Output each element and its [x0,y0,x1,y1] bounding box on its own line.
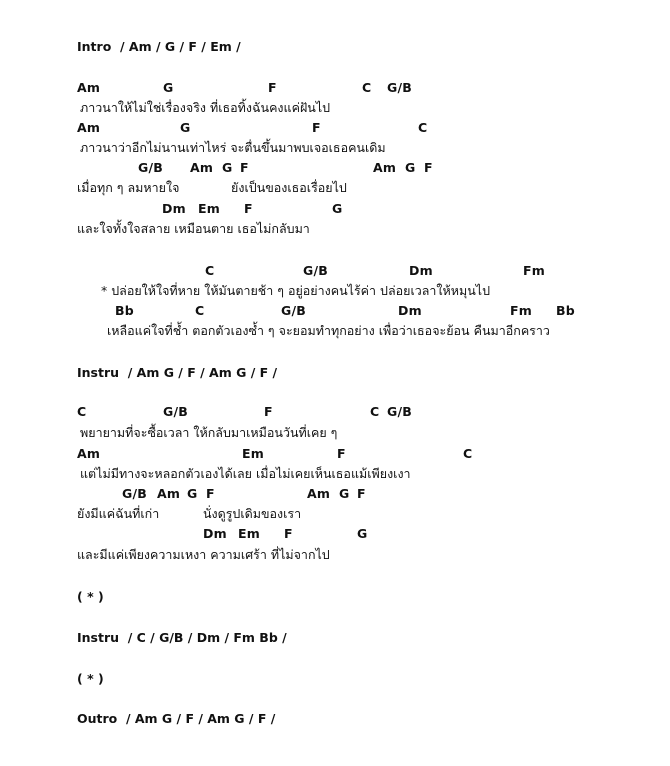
chord-symbol: C [418,120,428,135]
chord-symbol: C [370,404,380,419]
chord-symbol: G [339,486,350,501]
chord-symbol: Am [77,446,101,461]
chord-symbol: C [77,404,87,419]
chord-symbol: Fm [510,303,532,318]
chord-symbol: Bb [115,303,134,318]
chord-symbol: G/B [281,303,306,318]
lyric-line: เมื่อทุก ๆ ลมหายใจ ยังเป็นของเธอเรื่อยไป [77,180,347,195]
chord-symbol: C [362,80,372,95]
chord-symbol: F [240,160,249,175]
chord-symbol: G/B [387,80,412,95]
section-label: Intro / Am / G / F / Em / [77,39,241,54]
chord-symbol: Em [242,446,264,461]
chord-symbol: Dm [398,303,422,318]
chord-symbol: F [268,80,277,95]
section-label: Instru / Am G / F / Am G / F / [77,365,278,380]
chord-symbol: F [244,201,253,216]
chord-symbol: Em [238,526,260,541]
chord-symbol: G/B [163,404,188,419]
chord-symbol: G [163,80,174,95]
chord-symbol: G/B [138,160,163,175]
chord-symbol: F [424,160,433,175]
chord-symbol: F [206,486,215,501]
section-label: Instru / C / G/B / Dm / Fm Bb / [77,630,287,645]
chord-symbol: Am [307,486,331,501]
chord-symbol: G [180,120,191,135]
chord-symbol: C [195,303,205,318]
chord-symbol: G [332,201,343,216]
chord-symbol: F [264,404,273,419]
lyric-line: ภาวนาว่าอีกไม่นานเท่าไหร่ จะตื่นขึ้นมาพบเจอเธอคนเดิม [80,140,386,155]
chord-symbol: Am [157,486,181,501]
chord-symbol: Am [77,120,101,135]
chord-symbol: C [463,446,473,461]
section-label: ( * ) [77,589,104,604]
chord-symbol: Dm [409,263,433,278]
chord-symbol: Fm [523,263,545,278]
chord-symbol: G/B [303,263,328,278]
lyric-line: เหลือแค่ใจที่ช้ำ ตอกตัวเองซ้ำ ๆ จะยอมทำทุกอย่าง เพื่อว่าเธอจะย้อน คืนมาอีกคราว [107,323,550,338]
chord-symbol: Dm [162,201,186,216]
chord-symbol: Dm [203,526,227,541]
lyric-line: แต่ไม่มีทางจะหลอกตัวเองได้เลย เมื่อไม่เคยเห็นเธอแม้เพียงเงา [80,466,411,481]
chord-symbol: G [405,160,416,175]
lyric-line: และมีแค่เพียงความเหงา ความเศร้า ที่ไม่จากไป [77,547,330,562]
lyric-line: ภาวนาให้ไม่ใช่เรื่องจริง ที่เธอทิ้งฉันคงแค่ฝันไป [80,100,331,115]
lyric-line: * ปล่อยให้ใจที่หาย ให้มันตายช้า ๆ อยู่อย่างคนไร้ค่า ปล่อยเวลาให้หมุนไป [101,283,491,298]
chord-symbol: F [357,486,366,501]
chord-symbol: Am [190,160,214,175]
chord-symbol: G/B [122,486,147,501]
chord-symbol: Am [373,160,397,175]
lyric-line: ยังมีแค่ฉันที่เก่า นั่งดูรูปเดิมของเรา [77,506,302,521]
chord-symbol: G/B [387,404,412,419]
chord-symbol: F [312,120,321,135]
chord-symbol: F [284,526,293,541]
chord-symbol: Em [198,201,220,216]
chord-symbol: G [187,486,198,501]
section-label: Outro / Am G / F / Am G / F / [77,711,276,726]
section-label: ( * ) [77,671,104,686]
chord-symbol: G [222,160,233,175]
chord-symbol: Bb [556,303,575,318]
chord-symbol: F [337,446,346,461]
chord-symbol: G [357,526,368,541]
lyric-line: พยายามที่จะซื้อเวลา ให้กลับมาเหมือนวันที่เคย ๆ [80,425,338,440]
lyric-line: และใจทั้งใจสลาย เหมือนตาย เธอไม่กลับมา [77,221,310,236]
chord-symbol: C [205,263,215,278]
chord-symbol: Am [77,80,101,95]
